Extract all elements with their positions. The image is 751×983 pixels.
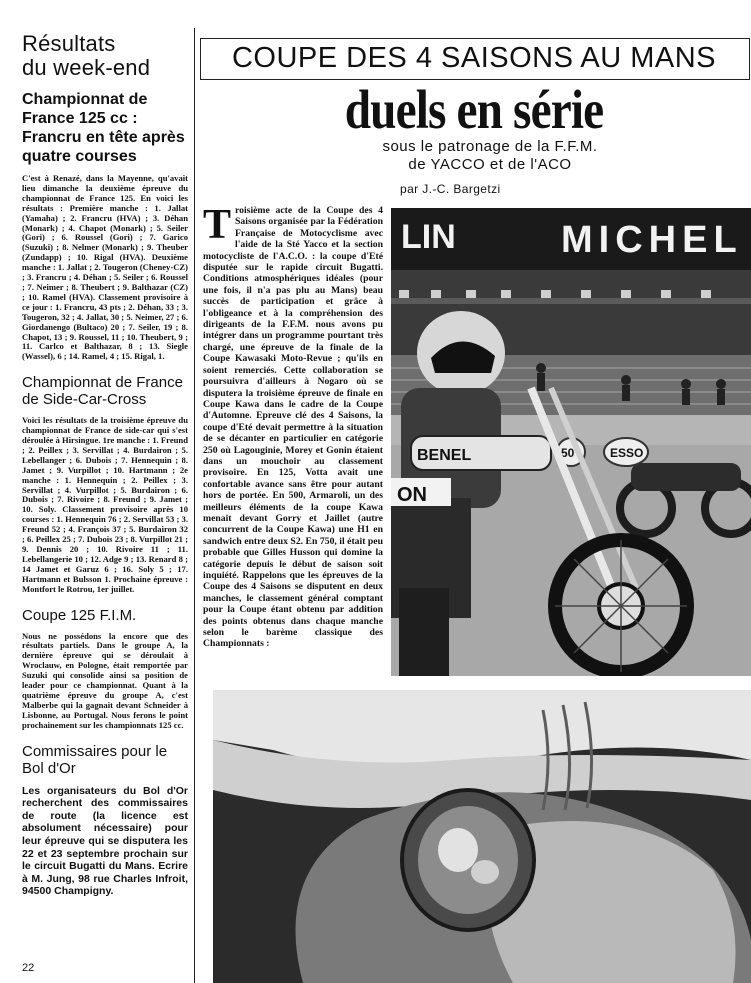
article-column: [203, 202, 383, 650]
results-title-line2: du week-end: [22, 55, 151, 80]
subtitle-line1: sous le patronage de la F.F.M.: [382, 138, 598, 155]
byline: par J.-C. Bargetzi: [400, 182, 501, 196]
banner-text-lin: LIN: [401, 218, 456, 256]
section-commissaires-body: Les organisateurs du Bol d'Or recherchent des commissaires de route (la licence est absolument nécessaire) pour leur épreuve qui se disputera les 22 et 23 septembre prochain sur le circuit Bugatti du Mans. Ecrire à M. Jung, 98 rue Charles Infroit, 94500 Champigny.: [22, 784, 188, 898]
tank-brand: BENEL: [417, 447, 472, 464]
race-photo: [391, 208, 751, 676]
article-subtitle: [300, 138, 680, 174]
section-fim-heading: Coupe 125 F.I.M.: [22, 606, 137, 624]
banner-text-michelin: MICHEL: [561, 219, 743, 261]
section-125-heading: Championnat de France 125 cc : Francru en tête après quatre courses: [22, 91, 185, 165]
section-sidecar-body: Voici les résultats de la troisième épreuve du championnat de France de side-car qui s'est déroulée à Hirsingue. 1re manche : 1. Freund ; 2. Peillex ; 3. Servillat ; 4. Burdairon ; 5. Lebellanger ; 6. Dubois ; 7. Hennequin ; 8. Jamet ; 9. Vurpillot ; 10. Hartmann ; 2e manche : 1. Hennequin ; 2. Peillex ; 3. Servillat ; 4. Vurpillot ; 5. Burdairon ; 6. Dubois ; 7. Rivoire ; 8. Freund ; 9. Jamet ; 10. Soly. Classement provisoire après 10 courses : 1. Hennequin 76 ; 2. Servillat 53 ; 3. Freund 52 ; 4. François 37 ; 5. Burdairon 32 ; 6. Peillex 25 ; 7. Dubois 23 ; 8. Vurpillot 21 ; 9. Dennis 20 ; 10. Rivoire 11 ; 11. Lebellangerie 10 ; 12. Adge 9 ; 13. Renard 8 ; 14 Jamet et Garuz 6 ; 16. Soly 5 ; 17. Hartmann et Bulsson 1. Prochaine épreuve : Montfort le Rotrou, 1er juillet.: [22, 415, 188, 594]
article-title: duels en série: [344, 79, 604, 140]
article-body: roisième acte de la Coupe des 4 Saisons organisée par la Fédération Française de Motocyclisme avec l'aide de la Sté Yacco et la section motocycliste de l'A.C.O. : la coupe d'Eté disputée sur le rapide circuit Bugatti. Conditions atmosphériques idéales (pour une fois, il n'a pas plu au Mans) beau succès de participation et grâce à l'obligeance et à la compréhension des dirigeants de la F.F.M. nous avons pu intégrer dans un programme pourtant très chargé, une épreuve de la finale de la Coupe Kawasaki Moto-Revue ; qu'ils en soient remerciés. Cette collaboration se poursuivra d'ailleurs à Nogaro où se disputera la troisième épreuve de finale en Coupe Kawa dans le cadre de la Coupe d'Automne. Epreuve clé des 4 Saisons, la coupe d'Eté devait permettre à la situation de se décanter en particulier en catégorie 250 où Lagouginie, Morey et Gonin étaient dans un mouchoir au classement provisoire. En 125, Votta avait une confortable avance sans être pour autant hors de portée. En 500, Armaroli, un des meilleurs éléments de la coupe Kawa menait devant Gorry et Jaillet (autre concurrent de la Coupe Kawa) une H1 en sandwich entre deux S2. En 750, il était peu probable que Gilles Husson qui domine la catégorie depuis le début de saison soit inquiété. Rappelons que les épreuves de la Coupe des 4 Saisons se disputent en deux manches, le classement général comptant pour la Coupe étant obtenu par addition des points obtenus dans chaque manche selon le barème classique des Championnats :: [203, 205, 383, 650]
section-commissaires-heading: Commissaires pour le Bol d'Or: [22, 742, 168, 777]
column-divider: [194, 28, 195, 983]
closeup-photo: [213, 690, 751, 983]
section-fim-body: Nous ne possédons la encore que des résultats partiels. Dans le groupe A, la dernière épreuve qui se déroulait à Wroclauw, en Pologne, était remportée par Suzuki qui consolide ainsi sa position de leader pour ce championnat. Quant à la quatrième épreuve du groupe A, c'est Malberbe qui la gagnait devant Schneider à Lisbonne, au Portugal. Nous ferons le point prochainement sur les championnats 125 cc.: [22, 630, 188, 730]
section-sidecar-heading: Championnat de France de Side-Car-Cross: [22, 374, 183, 409]
race-number: 50: [561, 446, 575, 460]
subtitle-line2: de YACCO et de l'ACO: [408, 156, 572, 173]
drop-cap: T: [203, 202, 232, 248]
section-125-body: C'est à Renazé, dans la Mayenne, qu'avait lieu dimanche la deuxième épreuve du championnat de France 125. En voici les résultats : Première manche : 1. Jallat (Yamaha) ; 2. Francru (HVA) ; 3. Déhan (Monark) ; 4. Chapot (Monark) ; 5. Seiler (Gori) ; 6. Roussel (Gori) ; 7. Garico (Suzuki) ; 8. Nelmer (Monark) ; 9. Theuber (Zundapp) ; 10. Rigal (HVA). Deuxième manche : 1. Jallat ; 2. Tougeron (Cheney-CZ) ; 3. Francru ; 4. Déhan ; 5. Seiler ; 6. Roussel ; 7. Neimer ; 8. Theubert ; 9. Balthazar (CZ) ; 10. Ramel (HVA). Classement provisoire à ce jour : 1. Francru, 43 pts ; 2. Déhan, 33 ; 3. Tougeron, 32 ; 4. Jallat, 30 ; 5. Neimer, 27 ; 6. Giordanengo (Bultaco) 20 ; 7. Seiler, 19 ; 8. Chapot, 13 ; 9. Roussel, 11 ; 10. Theubert, 9 ; 11. Carlco et Balthazar, 8 ; 13. Siegle (Wassel), 6 ; 14. Ramel, 4 ; 15. Rigal, 1.: [22, 173, 188, 362]
article-kicker: COUPE DES 4 SAISONS AU MANS: [231, 42, 717, 74]
page-number: 22: [22, 962, 35, 974]
results-column: [22, 32, 188, 898]
fairing-text: ON: [397, 484, 427, 506]
esso-sign: ESSO: [610, 446, 644, 460]
results-title-line1: Résultats: [22, 31, 116, 56]
results-title: [22, 32, 188, 80]
